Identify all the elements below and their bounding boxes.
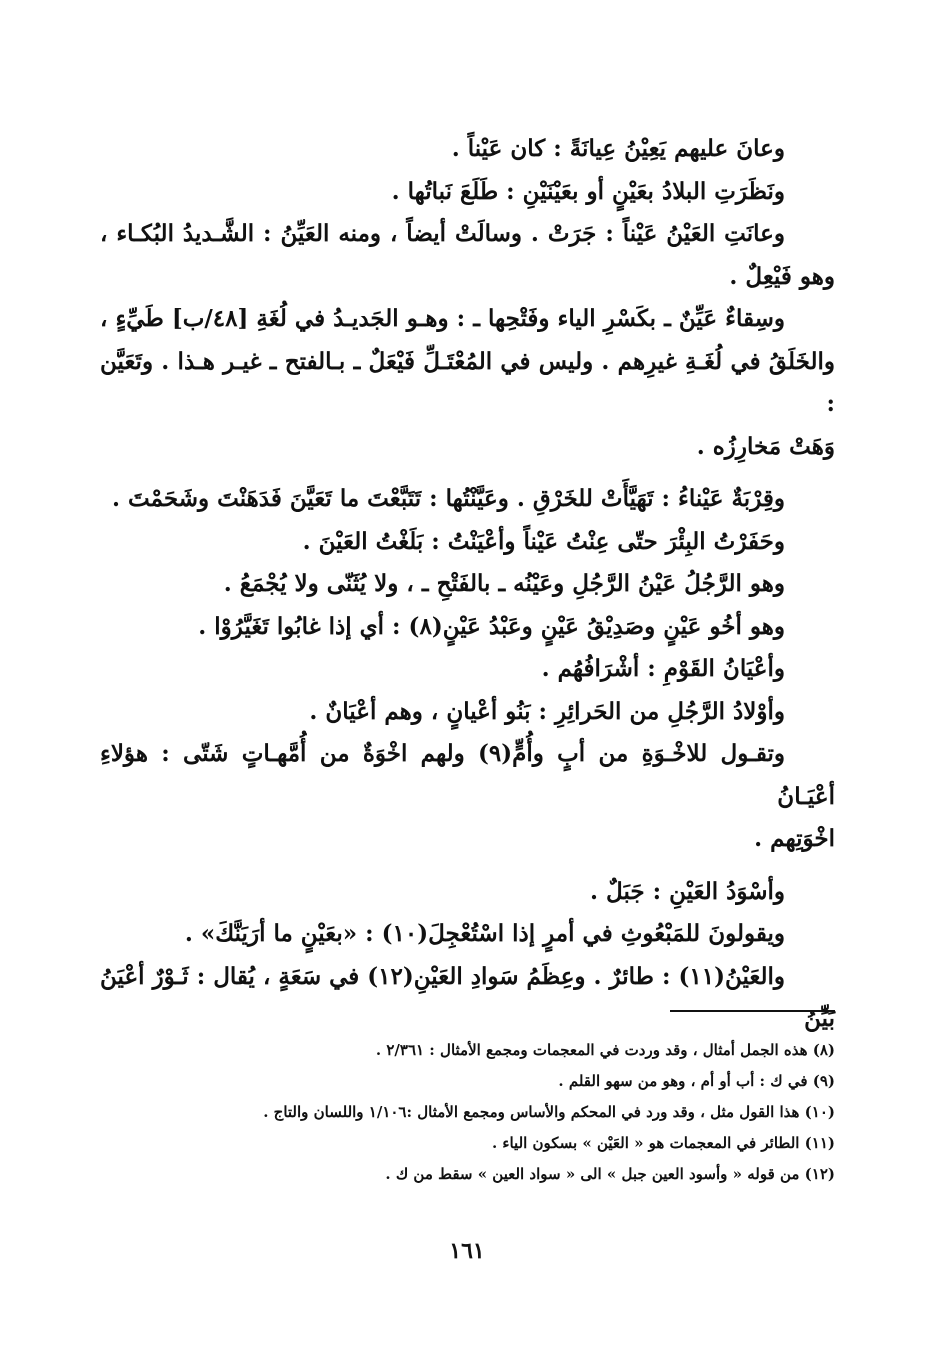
text-line: وهو فَيْعِلٌ . bbox=[729, 262, 835, 290]
text-line: وعانَتِ العَيْنُ عَيْناً : جَرَتْ . وسالَتْ أيضاً ، ومنه العَيِّنُ : الشَّـديدُ البُكـاء ، bbox=[100, 220, 785, 247]
text-line: ويقولونَ للمَبْعُوثِ في أمرٍ إذا اسْتُعْجِلَ(١٠) : «بعَيْنٍ ما أرَيَنَّكَ» . bbox=[184, 920, 785, 947]
footnote: (٩) في ك : أب أو أم ، وهو من سهو القلم . bbox=[558, 1072, 835, 1090]
page-number: ١٦١ bbox=[449, 1238, 485, 1264]
text-line: وحَفَرْتُ البِئْرَ حتّى عِنْتُ عَيْناً وأعْيَنْتُ : بَلَغْتُ العَيْنَ . bbox=[302, 527, 785, 555]
text-line: وَهَتْ مَخارِزُه . bbox=[696, 432, 835, 460]
paragraph bbox=[100, 478, 835, 521]
text-line: والعَيْنُ(١١) : طائرٌ . وعِظَمُ سَوادِ العَيْنِ(١٢) في سَعَةٍ ، يُقال : ثَـوْرٌ أعْيَنُ بَيِّنُ bbox=[100, 962, 835, 1032]
text-line: والخَلَقُ في لُغَـةِ غيرِهم . وليس في المُعْتَـلِّ فَيْعَلٌ ـ بـالفتح ـ غيـر هـذا . وتَعَيَّن : bbox=[100, 347, 835, 417]
text-line: وهو الرَّجُلُ عَيْنُ الرَّجُلِ وعَيْنُه ـ بالفَتْحِ ـ ، ولا يُثَنّى ولا يُجْمَعُ . bbox=[223, 570, 785, 597]
text-line: وتقـول للاخْـوَةِ من أبٍ وأُمٍّ(٩) ولهم اخْوَةٌ من أُمَّهـاتٍ شَتّى : هؤلاءِ أعْيَـانُ bbox=[100, 740, 835, 810]
footnote: (١١) الطائر في المعجمات هو « العَيْن » بسكون الياء . bbox=[491, 1134, 835, 1152]
paragraph bbox=[100, 563, 835, 606]
paragraph bbox=[100, 691, 835, 734]
text-line: وأعْيَانُ القَوْمِ : أشْرَافُهُم . bbox=[541, 655, 785, 682]
footnote-divider bbox=[670, 1010, 835, 1012]
footnotes bbox=[120, 1035, 835, 1190]
paragraph bbox=[100, 648, 835, 691]
paragraph bbox=[100, 128, 835, 171]
paragraph bbox=[100, 733, 835, 861]
text-line: اخْوَتِهم . bbox=[754, 825, 835, 852]
text-line: وأوْلادُ الرَّجُلِ من الحَرائِرِ : بَنُو أعْيانٍ ، وهم أعْيَانٌ . bbox=[309, 697, 785, 725]
paragraph bbox=[100, 171, 835, 214]
footnote: (١٠) هذا القول مثل ، وقد ورد في المحكم والأساس ومجمع الأمثال :١/١٠٦ واللسان والتاج . bbox=[263, 1103, 835, 1121]
paragraph bbox=[100, 913, 835, 956]
paragraph bbox=[100, 956, 835, 1041]
paragraph bbox=[100, 298, 835, 468]
text-line: ونَظَرَتِ البلادُ بعَيْنٍ أو بعَيْنَيْنِ : طَلَعَ نَباتُها . bbox=[391, 177, 785, 205]
text-line: وهو أخُو عَيْنٍ وصَدِيْقُ عَيْنٍ وعَبْدُ عَيْنٍ(٨) : أي إذا غابُوا تَغَيَّرُوْا . bbox=[198, 612, 785, 640]
main-text bbox=[100, 128, 835, 1041]
text-line: وقِرْبَةٌ عَيْناءُ : تَهَيَّأَتْ للخَرْقِ . وعَيَّنْتُها : تَتَبَّعْتَ ما تَعَيَّنَ فَدَهَنْتَ وشَحَمْتَ . bbox=[112, 485, 785, 512]
paragraph bbox=[100, 606, 835, 649]
text-line: وأسْوَدُ العَيْنِ : جَبَلٌ . bbox=[590, 877, 785, 905]
paragraph bbox=[100, 871, 835, 914]
text-line: وعانَ عليهم يَعِيْنُ عِيانَةً : كان عَيْناً . bbox=[451, 135, 785, 162]
footnote: (٨) هذه الجمل أمثال ، وقد وردت في المعجمات ومجمع الأمثال : ٢/٣٦١ . bbox=[375, 1041, 835, 1059]
paragraph bbox=[100, 521, 835, 564]
paragraph bbox=[100, 213, 835, 298]
footnote: (١٢) من قوله « وأسود العين جبل » الى « سواد العين » سقط من ك . bbox=[385, 1165, 835, 1183]
text-line: وسِقاءٌ عَيِّنٌ ـ بكَسْرِ الياء وفَتْحِها ـ : وهـو الجَديـدُ في لُغَةِ [٤٨/ب] طَيِّءٍ ، bbox=[100, 305, 785, 332]
